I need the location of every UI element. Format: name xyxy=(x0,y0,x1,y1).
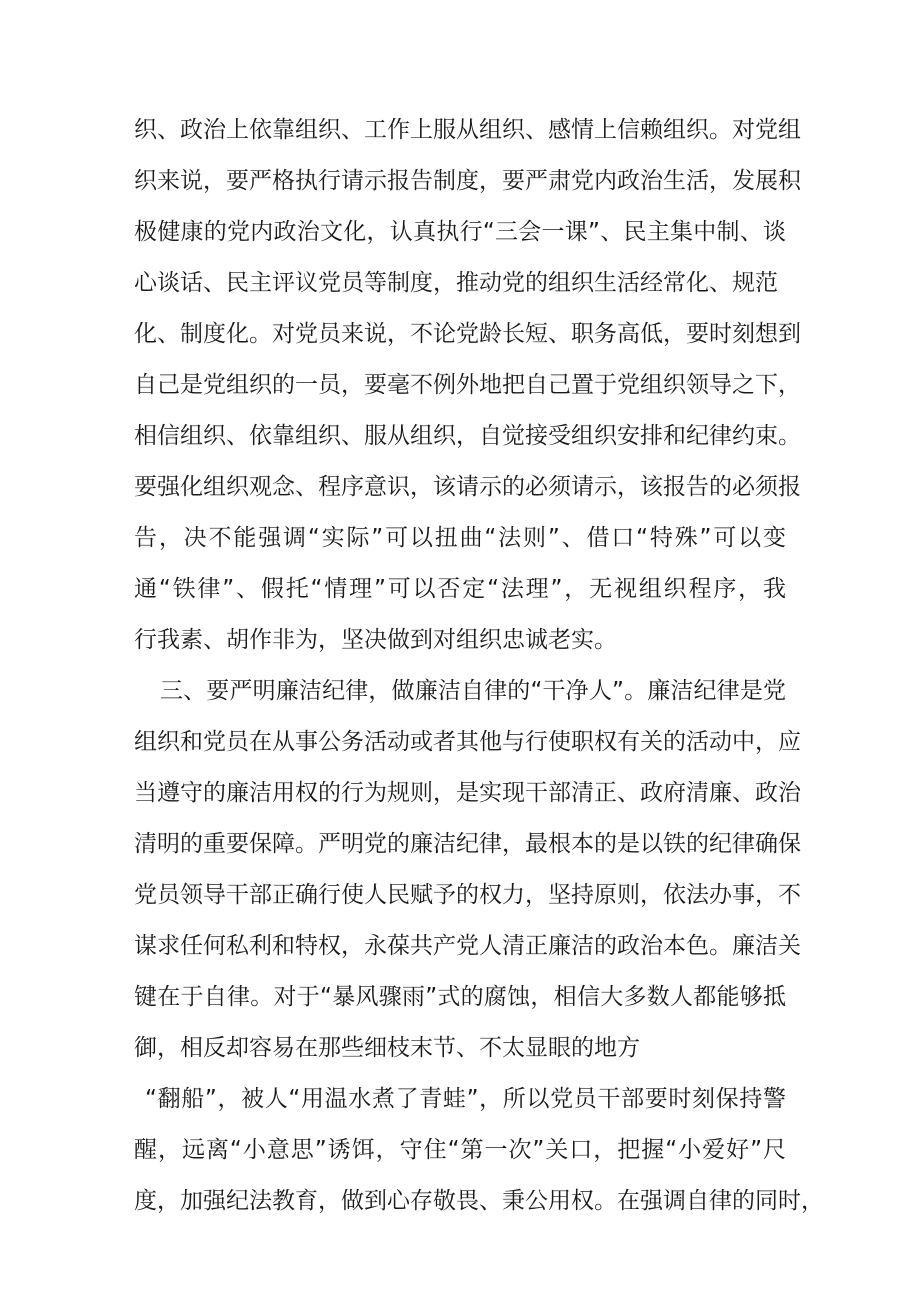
text-line: 谋求任何私利和特权，永葆共产党人清正廉洁的政治本色。廉洁关 xyxy=(134,933,801,959)
text-line: 极健康的党内政治文化，认真执行“三会一课”、民主集中制、谈 xyxy=(134,219,786,245)
text-line: “翻船”，被人“用温水煮了青蛙”，所以党员干部要时刻保持警 xyxy=(145,1086,786,1112)
text-line: 自己是党组织的一员，要毫不例外地把自己置于党组织领导之下， xyxy=(134,372,801,398)
text-line: 醒，远离“小意思”诱饵，守住“第一次”关口，把握“小爱好”尺 xyxy=(134,1137,786,1163)
text-line: 度，加强纪法教育，做到心存敬畏、秉公用权。在强调自律的同时， xyxy=(134,1188,824,1214)
text-line: 通“铁律”、假托“情理”可以否定“法理”，无视组织程序，我 xyxy=(134,576,786,602)
text-line: 织来说，要严格执行请示报告制度，要严肃党内政治生活，发展积 xyxy=(134,168,801,194)
text-line: 御，相反却容易在那些细枝末节、不太显眼的地方 xyxy=(134,1035,640,1061)
text-line: 告，决不能强调“实际”可以扭曲“法则”、借口“特殊”可以变 xyxy=(134,525,786,551)
text-line: 织、政治上依靠组织、工作上服从组织、感情上信赖组织。对党组 xyxy=(134,117,801,143)
paragraph-heading-line: 三、要严明廉洁纪律，做廉洁自律的“干净人”。廉洁纪律是党 xyxy=(160,678,786,704)
text-line: 党员领导干部正确行使人民赋予的权力，坚持原则，依法办事，不 xyxy=(134,882,801,908)
text-line: 心谈话、民主评议党员等制度，推动党的组织生活经常化、规范 xyxy=(134,270,778,296)
text-line: 行我素、胡作非为，坚决做到对组织忠诚老实。 xyxy=(134,627,617,653)
text-line: 清明的重要保障。严明党的廉洁纪律，最根本的是以铁的纪律确保 xyxy=(134,831,801,857)
text-line: 化、制度化。对党员来说，不论党龄长短、职务高低，要时刻想到 xyxy=(134,321,801,347)
text-line: 相信组织、依靠组织、服从组织，自觉接受组织安排和纪律约束。 xyxy=(134,423,801,449)
text-line: 要强化组织观念、程序意识，该请示的必须请示，该报告的必须报 xyxy=(134,474,801,500)
text-line: 键在于自律。对于“暴风骤雨”式的腐蚀，相信大多数人都能够抵 xyxy=(134,984,786,1010)
text-line: 当遵守的廉洁用权的行为规则，是实现干部清正、政府清廉、政治 xyxy=(134,780,801,806)
text-line: 组织和党员在从事公务活动或者其他与行使职权有关的活动中，应 xyxy=(134,729,801,755)
